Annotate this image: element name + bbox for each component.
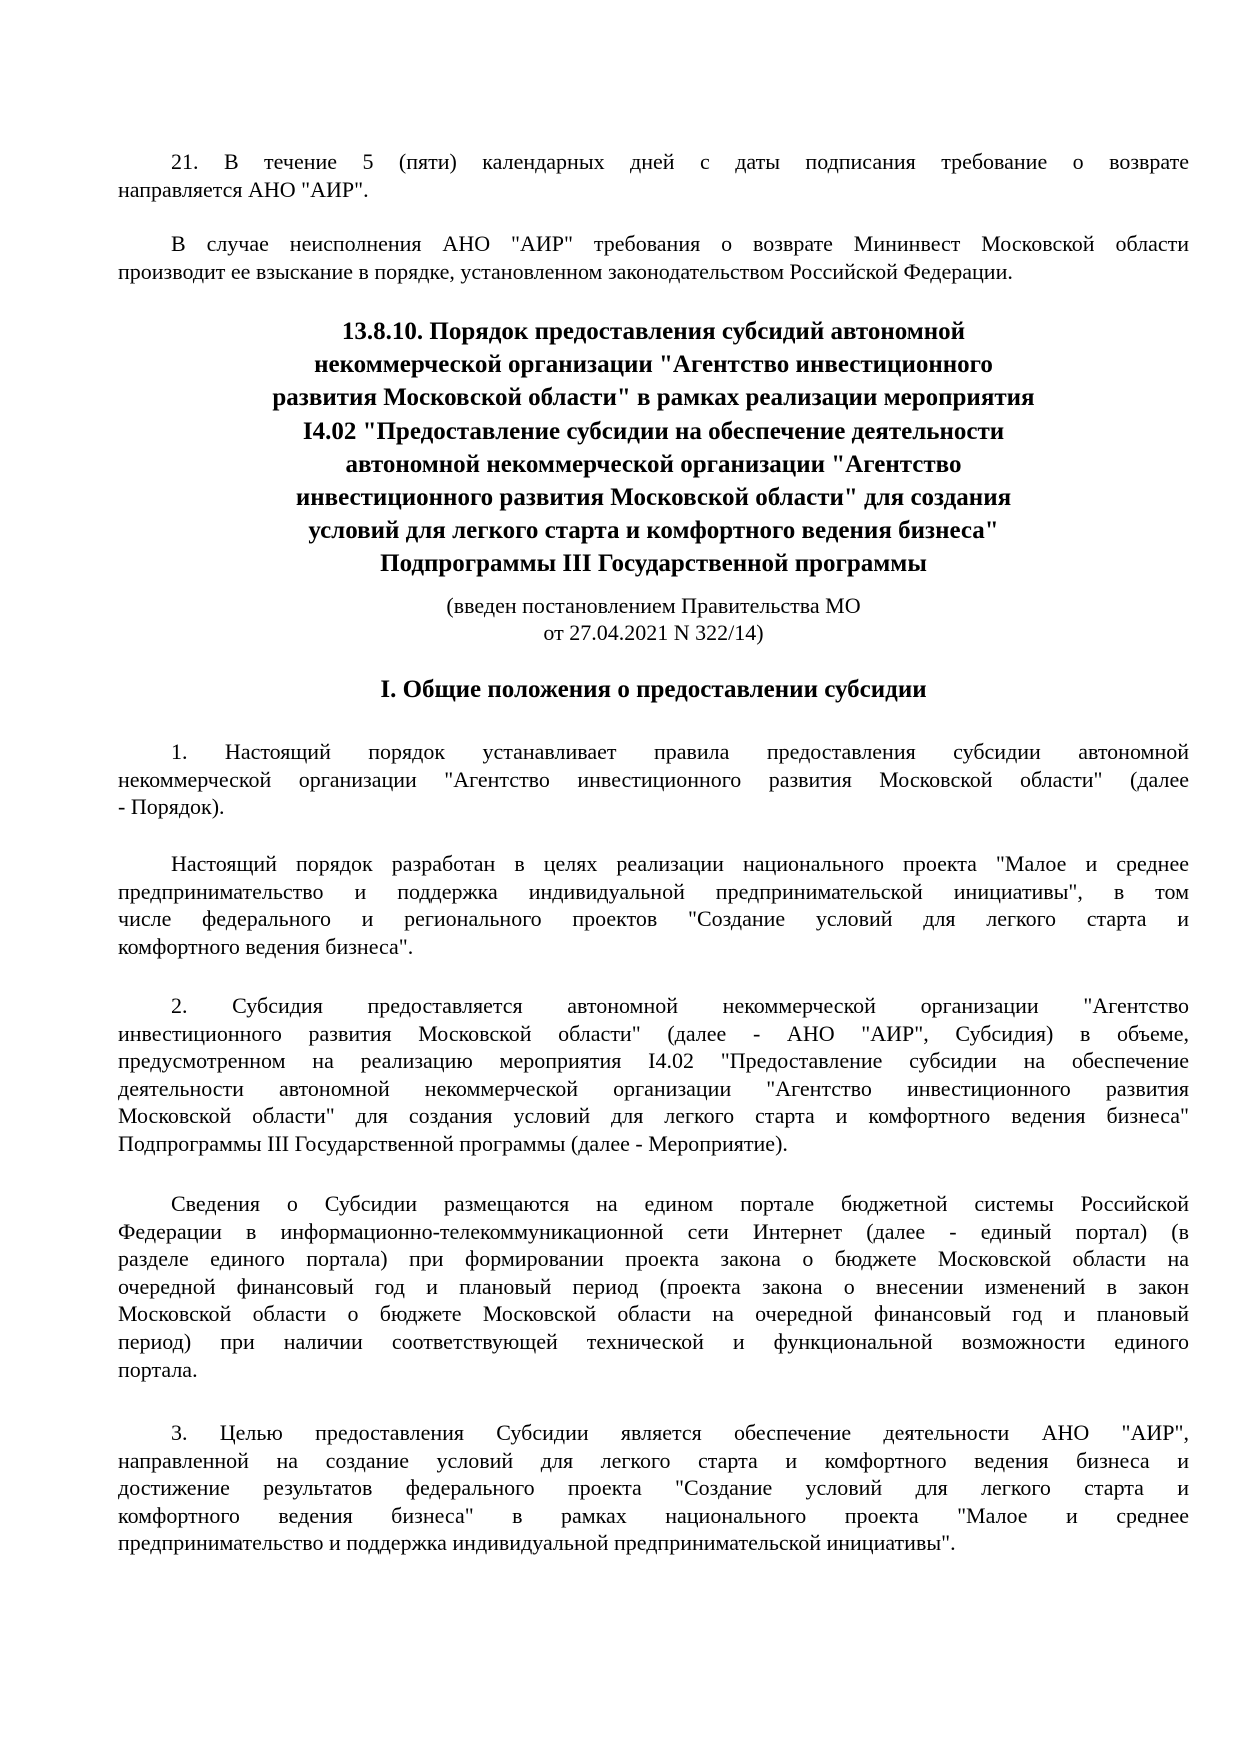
title-line: 13.8.10. Порядок предоставления субсидий автономной: [341, 318, 966, 345]
paragraph-line: достижение результатов федерального проекта "Создание условий для легкого старта и: [118, 1475, 1189, 1501]
paragraph-line: комфортного ведения бизнеса".: [118, 933, 414, 959]
paragraph-line: производит ее взыскание в порядке, установленном законодательством Российской Федерации.: [118, 258, 1013, 284]
paragraph-line: предусмотренном на реализацию мероприятия I4.02 "Предоставление субсидии на обеспечение: [118, 1048, 1189, 1074]
paragraph: [118, 148, 1189, 203]
paragraph-line: направляется АНО "АИР".: [118, 176, 369, 202]
paragraph-line: 3. Целью предоставления Субсидии является обеспечение деятельности АНО "АИР",: [171, 1420, 1189, 1445]
title-line: некоммерческой организации "Агентство инвестиционного: [314, 351, 993, 379]
title-line: инвестиционного развития Московской области" для создания: [295, 484, 1012, 512]
paragraph-line: предпринимательство и поддержка индивидуальной предпринимательской инициативы", в том: [118, 878, 1189, 904]
title-note-line: (введен постановлением Правительства МО: [446, 593, 861, 618]
paragraph: [118, 850, 1189, 960]
paragraph: [118, 230, 1189, 285]
title-line: Подпрограммы III Государственной программы: [380, 550, 927, 578]
title-note-line: от 27.04.2021 N 322/14): [543, 620, 764, 645]
paragraph: [118, 992, 1189, 1158]
paragraph-line: деятельности автономной некоммерческой организации "Агентство инвестиционного развития: [118, 1075, 1189, 1101]
paragraph-line: очередной финансовый год и плановый период (проекта закона о внесении изменений в закон: [118, 1273, 1189, 1299]
paragraph: [118, 1419, 1189, 1557]
paragraph-line: предпринимательство и поддержка индивидуальной предпринимательской инициативы".: [118, 1530, 956, 1556]
paragraph-line: Федерации в информационно-телекоммуникационной сети Интернет (далее - единый портал) (в: [118, 1218, 1189, 1244]
title-line: развития Московской области" в рамках реализации мероприятия: [272, 384, 1035, 412]
paragraph-line: Московской области" для создания условий для легкого старта и комфортного ведения бизнеса": [118, 1103, 1189, 1129]
paragraph-line: период) при наличии соответствующей технической и функциональной возможности единого: [118, 1328, 1189, 1354]
paragraph-line: некоммерческой организации "Агентство инвестиционного развития Московской области" (далее: [118, 766, 1189, 792]
paragraph-line: комфортного ведения бизнеса" в рамках национального проекта "Малое и среднее: [118, 1502, 1189, 1528]
title-line: условий для легкого старта и комфортного ведения бизнеса": [308, 517, 999, 545]
paragraph-line: - Порядок).: [118, 794, 225, 820]
paragraph-line: портала.: [118, 1356, 198, 1382]
paragraph-line: Сведения о Субсидии размещаются на едином портале бюджетной системы Российской: [171, 1191, 1189, 1216]
paragraph-line: Московской области о бюджете Московской области на очередной финансовый год и плановый: [118, 1301, 1189, 1327]
paragraph-line: направленной на создание условий для легкого старта и комфортного ведения бизнеса и: [118, 1447, 1189, 1473]
document-title: [118, 315, 1189, 581]
title-note: [118, 592, 1189, 646]
paragraph-line: Подпрограммы III Государственной программы (далее - Мероприятие).: [118, 1130, 788, 1156]
title-line: I4.02 "Предоставление субсидии на обеспечение деятельности: [302, 417, 1005, 445]
paragraph-line: инвестиционного развития Московской области" (далее - АНО "АИР", Субсидия) в объеме,: [118, 1020, 1189, 1046]
paragraph-line: числе федерального и регионального проектов "Создание условий для легкого старта и: [118, 906, 1189, 932]
paragraph-line: 1. Настоящий порядок устанавливает правила предоставления субсидии автономной: [171, 739, 1189, 764]
paragraph-line: Настоящий порядок разработан в целях реализации национального проекта "Малое и среднее: [171, 851, 1189, 876]
title-line: автономной некоммерческой организации "Агентство: [345, 450, 962, 478]
paragraph-line: 21. В течение 5 (пяти) календарных дней с даты подписания требование о возврате: [171, 149, 1189, 174]
paragraph-line: 2. Субсидия предоставляется автономной некоммерческой организации "Агентство: [171, 993, 1189, 1018]
paragraph-line: разделе единого портала) при формировании проекта закона о бюджете Московской области на: [118, 1246, 1189, 1272]
paragraph: [118, 738, 1189, 821]
section-heading: I. Общие положения о предоставлении субсидии: [380, 676, 927, 703]
paragraph-line: В случае неисполнения АНО "АИР" требования о возврате Мининвест Московской области: [171, 231, 1189, 256]
paragraph: [118, 1190, 1189, 1383]
